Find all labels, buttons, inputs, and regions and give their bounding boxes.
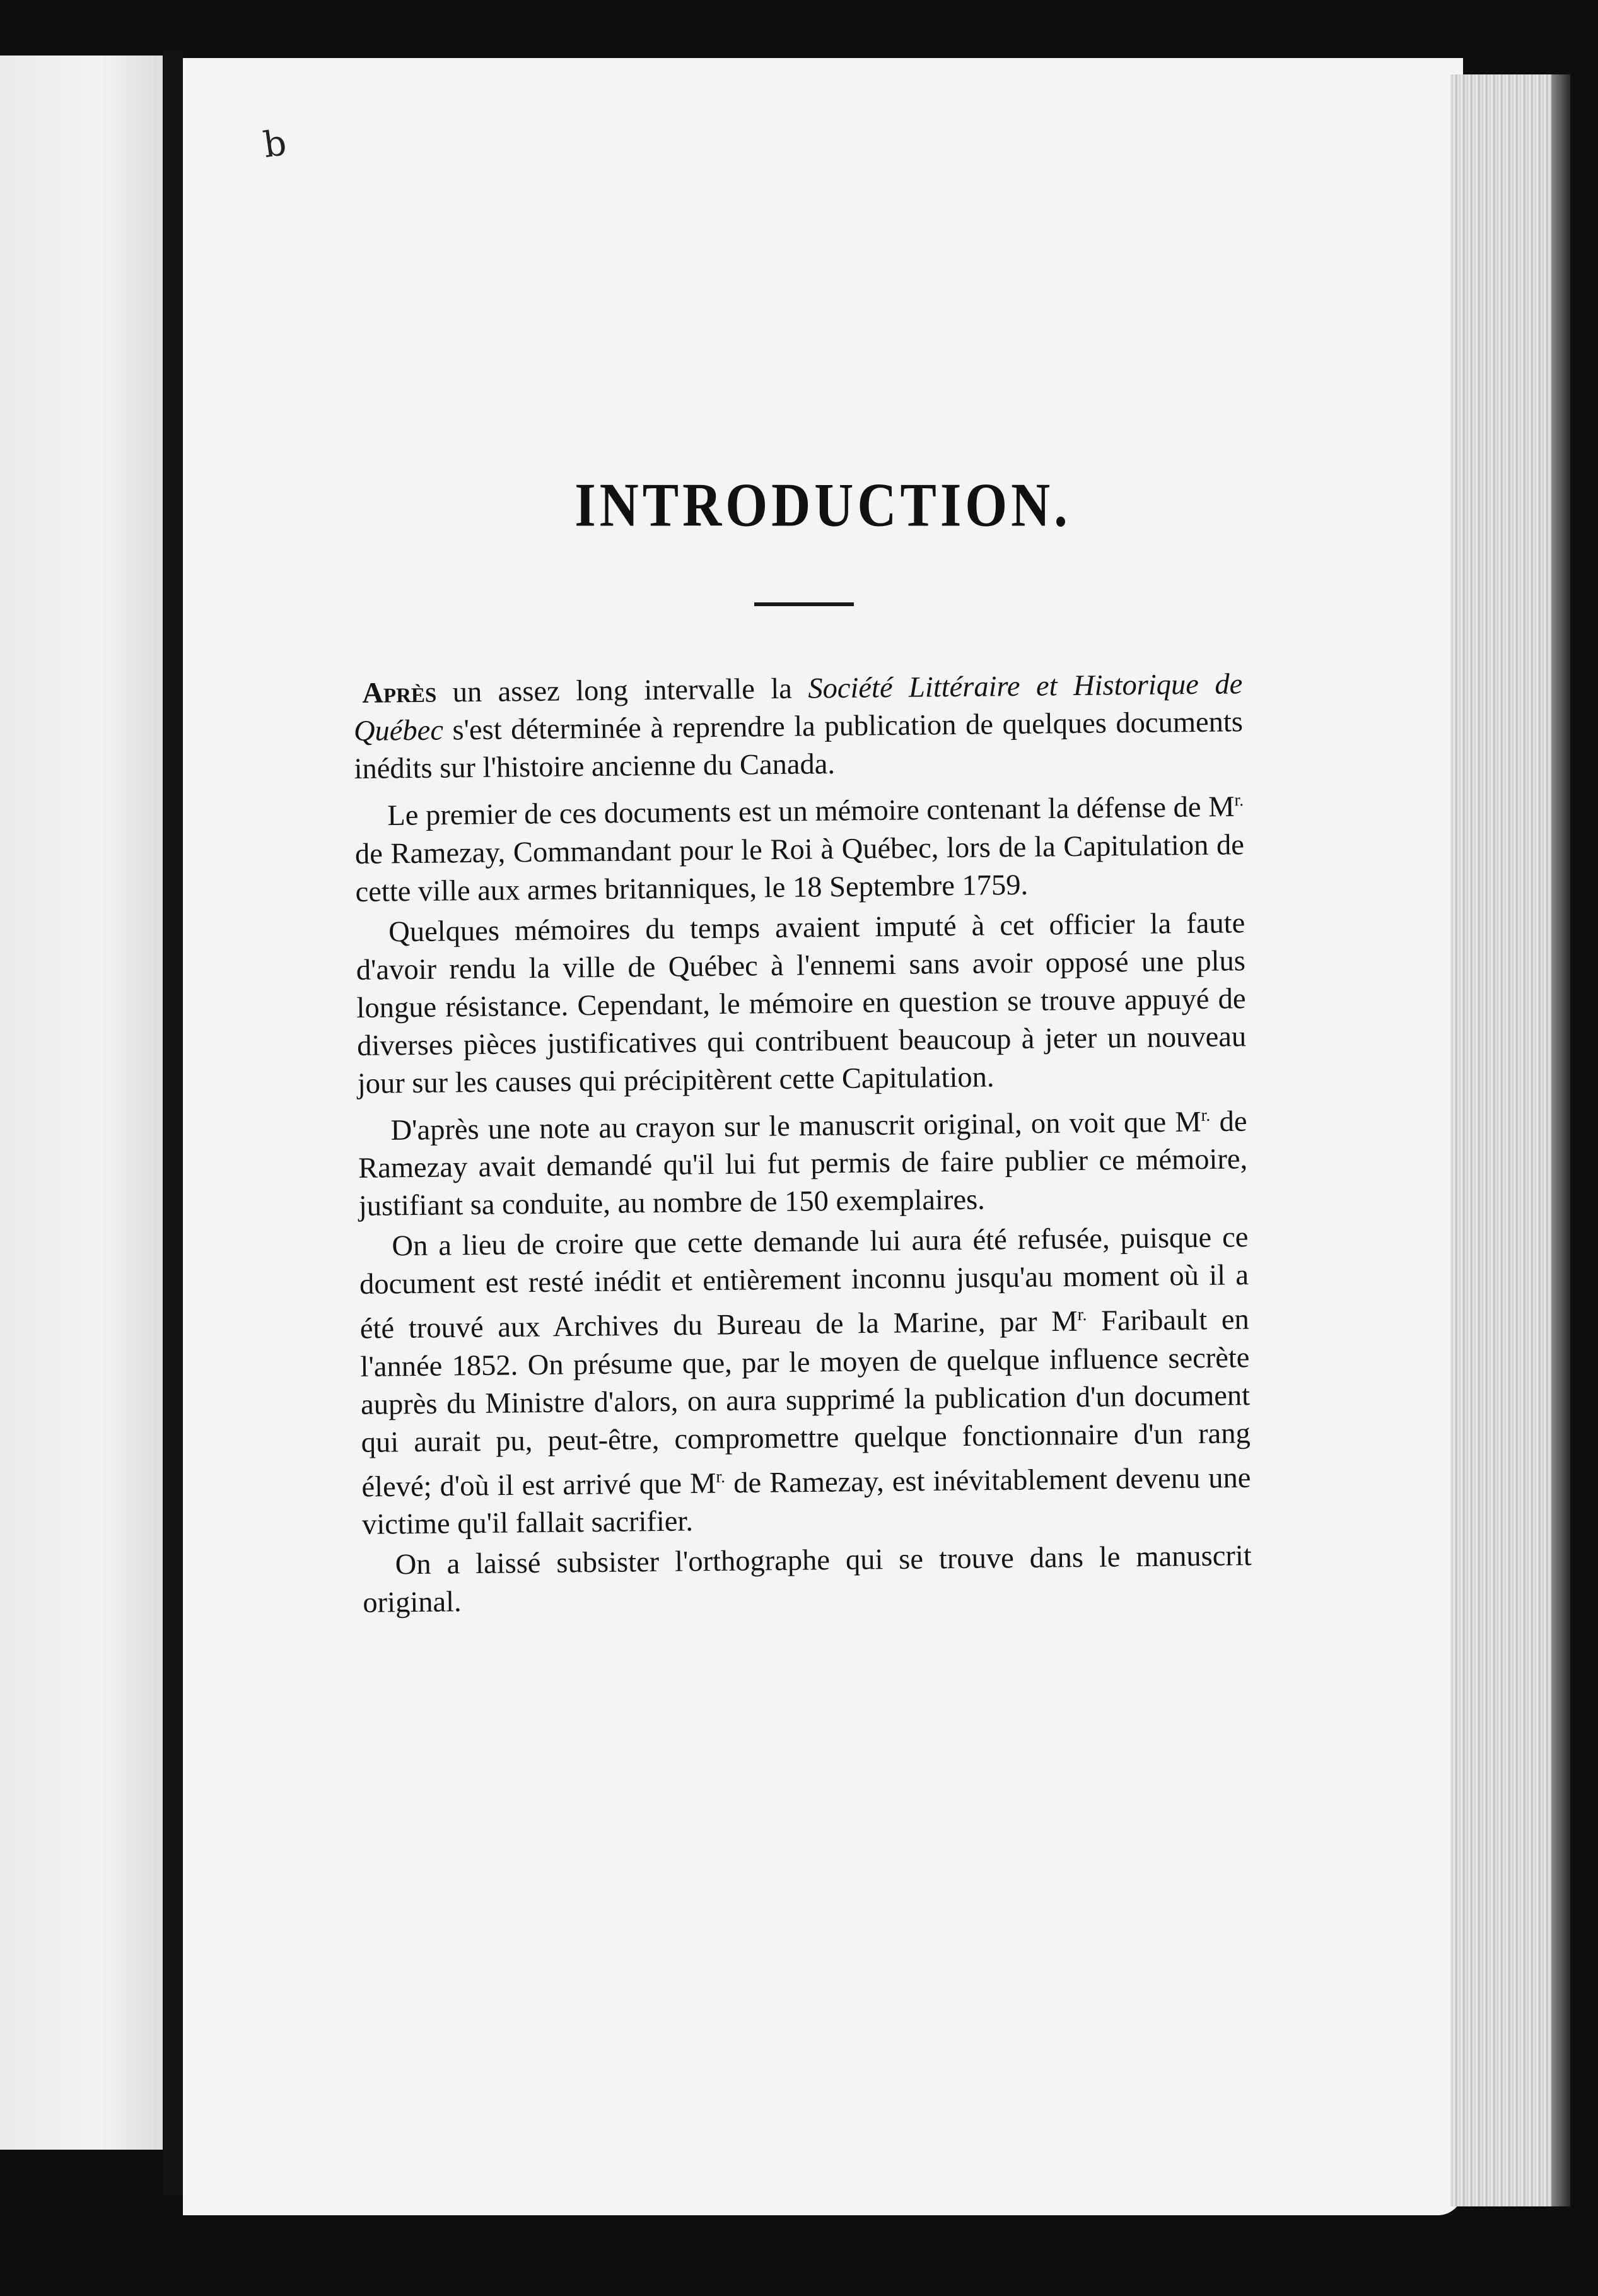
marginal-mark: b <box>260 122 289 167</box>
body-text <box>353 665 1252 1625</box>
book-gutter <box>163 50 183 2195</box>
paragraph-4: D'après une note au crayon sur le manuscrit original, on voit que $M^{r.}$ de Ramezay avait demandé qu'il lui fut permis de faire publier ce mémoire, justifiant sa conduite, au nombre de 150 exemplaires. <box>358 1105 1248 1222</box>
lead-word: Après <box>362 676 437 710</box>
page-edges-shadow <box>1551 74 1570 2206</box>
page-edges <box>1450 74 1558 2206</box>
paragraph-6: On a laissé subsister l'orthographe qui se trouve dans le manuscrit original. <box>363 1540 1252 1619</box>
paragraph-5: On a lieu de croire que cette demande lui aura été refusée, puisque ce document est resté inédit et entièrement inconnu jusqu'au moment où il a été trouvé aux Archives du Bureau de la Marine, par $M^{r.}$ Faribault en l'année 1852. On présume que, par le moyen de quelque influence secrète auprès du Ministre d'alors, on aura supprimé la publication d'un document qui aurait pu, peut-être, compromettre quelque fonctionnaire d'un rang élevé; d'où il est arrivé que $M^{r.}$ de Ramezay, est inévitablement devenu une victime qu'il fallait sacrifier. <box>359 1221 1251 1541</box>
page-title: INTRODUCTION. <box>574 469 1071 540</box>
paragraph-2: Le premier de ces documents est un mémoire contenant la défense de $M^{r.}$ de Ramezay, Commandant pour le Roi à Québec, lors de la Capitulation de cette ville aux armes britanniques, le 18 Septembre 1759. <box>354 790 1245 908</box>
title-rule <box>754 602 854 606</box>
facing-page <box>0 56 163 2150</box>
society-name: Société Littéraire et Historique de Québec <box>353 668 1243 747</box>
paragraph-1: Après un assez long intervalle la Société Littéraire et Historique de Québec s'est déterminée à reprendre la publication de quelques documents inédits sur l'histoire ancienne du Canada. <box>353 668 1244 785</box>
paragraph-3: Quelques mémoires du temps avaient imputé à cet officier la faute d'avoir rendu la ville de Québec à l'ennemi sans avoir opposé une plus longue résistance. Cependant, le mémoire en question se trouve appuyé de diverses pièces justificatives qui contribuent beaucoup à jeter un nouveau jour sur les causes qui précipitèrent cette Capitulation. <box>356 906 1247 1100</box>
